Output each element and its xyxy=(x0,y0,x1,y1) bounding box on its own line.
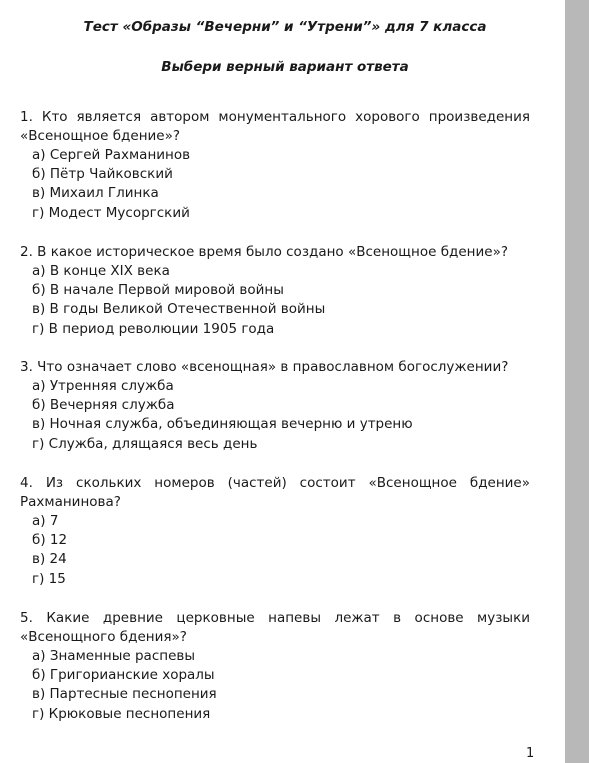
answer-option: в) 24 xyxy=(32,551,67,568)
answer-option: г) Модест Мусоргский xyxy=(32,204,190,221)
answer-option: г) Служба, длящаяся весь день xyxy=(32,435,258,452)
page-subtitle: Выбери верный вариант ответа xyxy=(161,59,409,75)
answer-options xyxy=(20,146,530,223)
answer-option: б) Вечерняя служба xyxy=(32,397,175,414)
page-number: 1 xyxy=(526,746,535,761)
answer-options xyxy=(20,262,530,339)
answer-option: в) Михаил Глинка xyxy=(32,185,159,202)
answer-options xyxy=(20,512,530,589)
scrollbar-track[interactable] xyxy=(565,0,589,763)
answer-option: в) В годы Великой Отечественной войны xyxy=(32,301,326,318)
question-text: 3. Что означает слово «всенощная» в православном богослужении? xyxy=(20,359,509,375)
answer-option: б) 12 xyxy=(32,532,68,549)
answer-option: б) Пётр Чайковский xyxy=(32,166,173,183)
question-text: 2. В какое историческое время было создано «Всенощное бдение»? xyxy=(20,244,509,260)
question-text: 1. Кто является автором монументального хорового произведения «Всенощное бдение»? xyxy=(20,109,530,144)
question-2 xyxy=(20,243,530,339)
answer-options xyxy=(20,377,530,454)
answer-option: б) Григорианские хоралы xyxy=(32,667,215,684)
answer-options xyxy=(20,647,530,724)
answer-option: г) В период революции 1905 года xyxy=(32,320,275,337)
question-4 xyxy=(20,474,530,589)
answer-option: г) 15 xyxy=(32,570,66,587)
answer-option: а) Сергей Рахманинов xyxy=(32,147,191,163)
answer-option: а) В конце XIX века xyxy=(32,263,170,279)
answer-option: а) Утренняя служба xyxy=(32,378,174,394)
question-1 xyxy=(20,108,530,223)
answer-option: а) Знаменные распевы xyxy=(32,648,195,664)
answer-option: в) Партесные песнопения xyxy=(32,686,217,703)
question-text: 4. Из скольких номеров (частей) состоит «Всенощное бдение» Рахманинова? xyxy=(20,475,530,510)
question-5 xyxy=(20,609,530,724)
answer-option: б) В начале Первой мировой войны xyxy=(32,282,284,299)
page-title: Тест «Образы “Вечерни” и “Утрени”» для 7 класса xyxy=(83,19,487,35)
answer-option: в) Ночная служба, объединяющая вечерню и утреню xyxy=(32,416,413,433)
question-text: 5. Какие древние церковные напевы лежат в основе музыки «Всенощного бдения»? xyxy=(20,610,530,645)
question-3 xyxy=(20,358,530,454)
answer-option: а) 7 xyxy=(32,513,59,529)
answer-option: г) Крюковые песнопения xyxy=(32,705,211,722)
